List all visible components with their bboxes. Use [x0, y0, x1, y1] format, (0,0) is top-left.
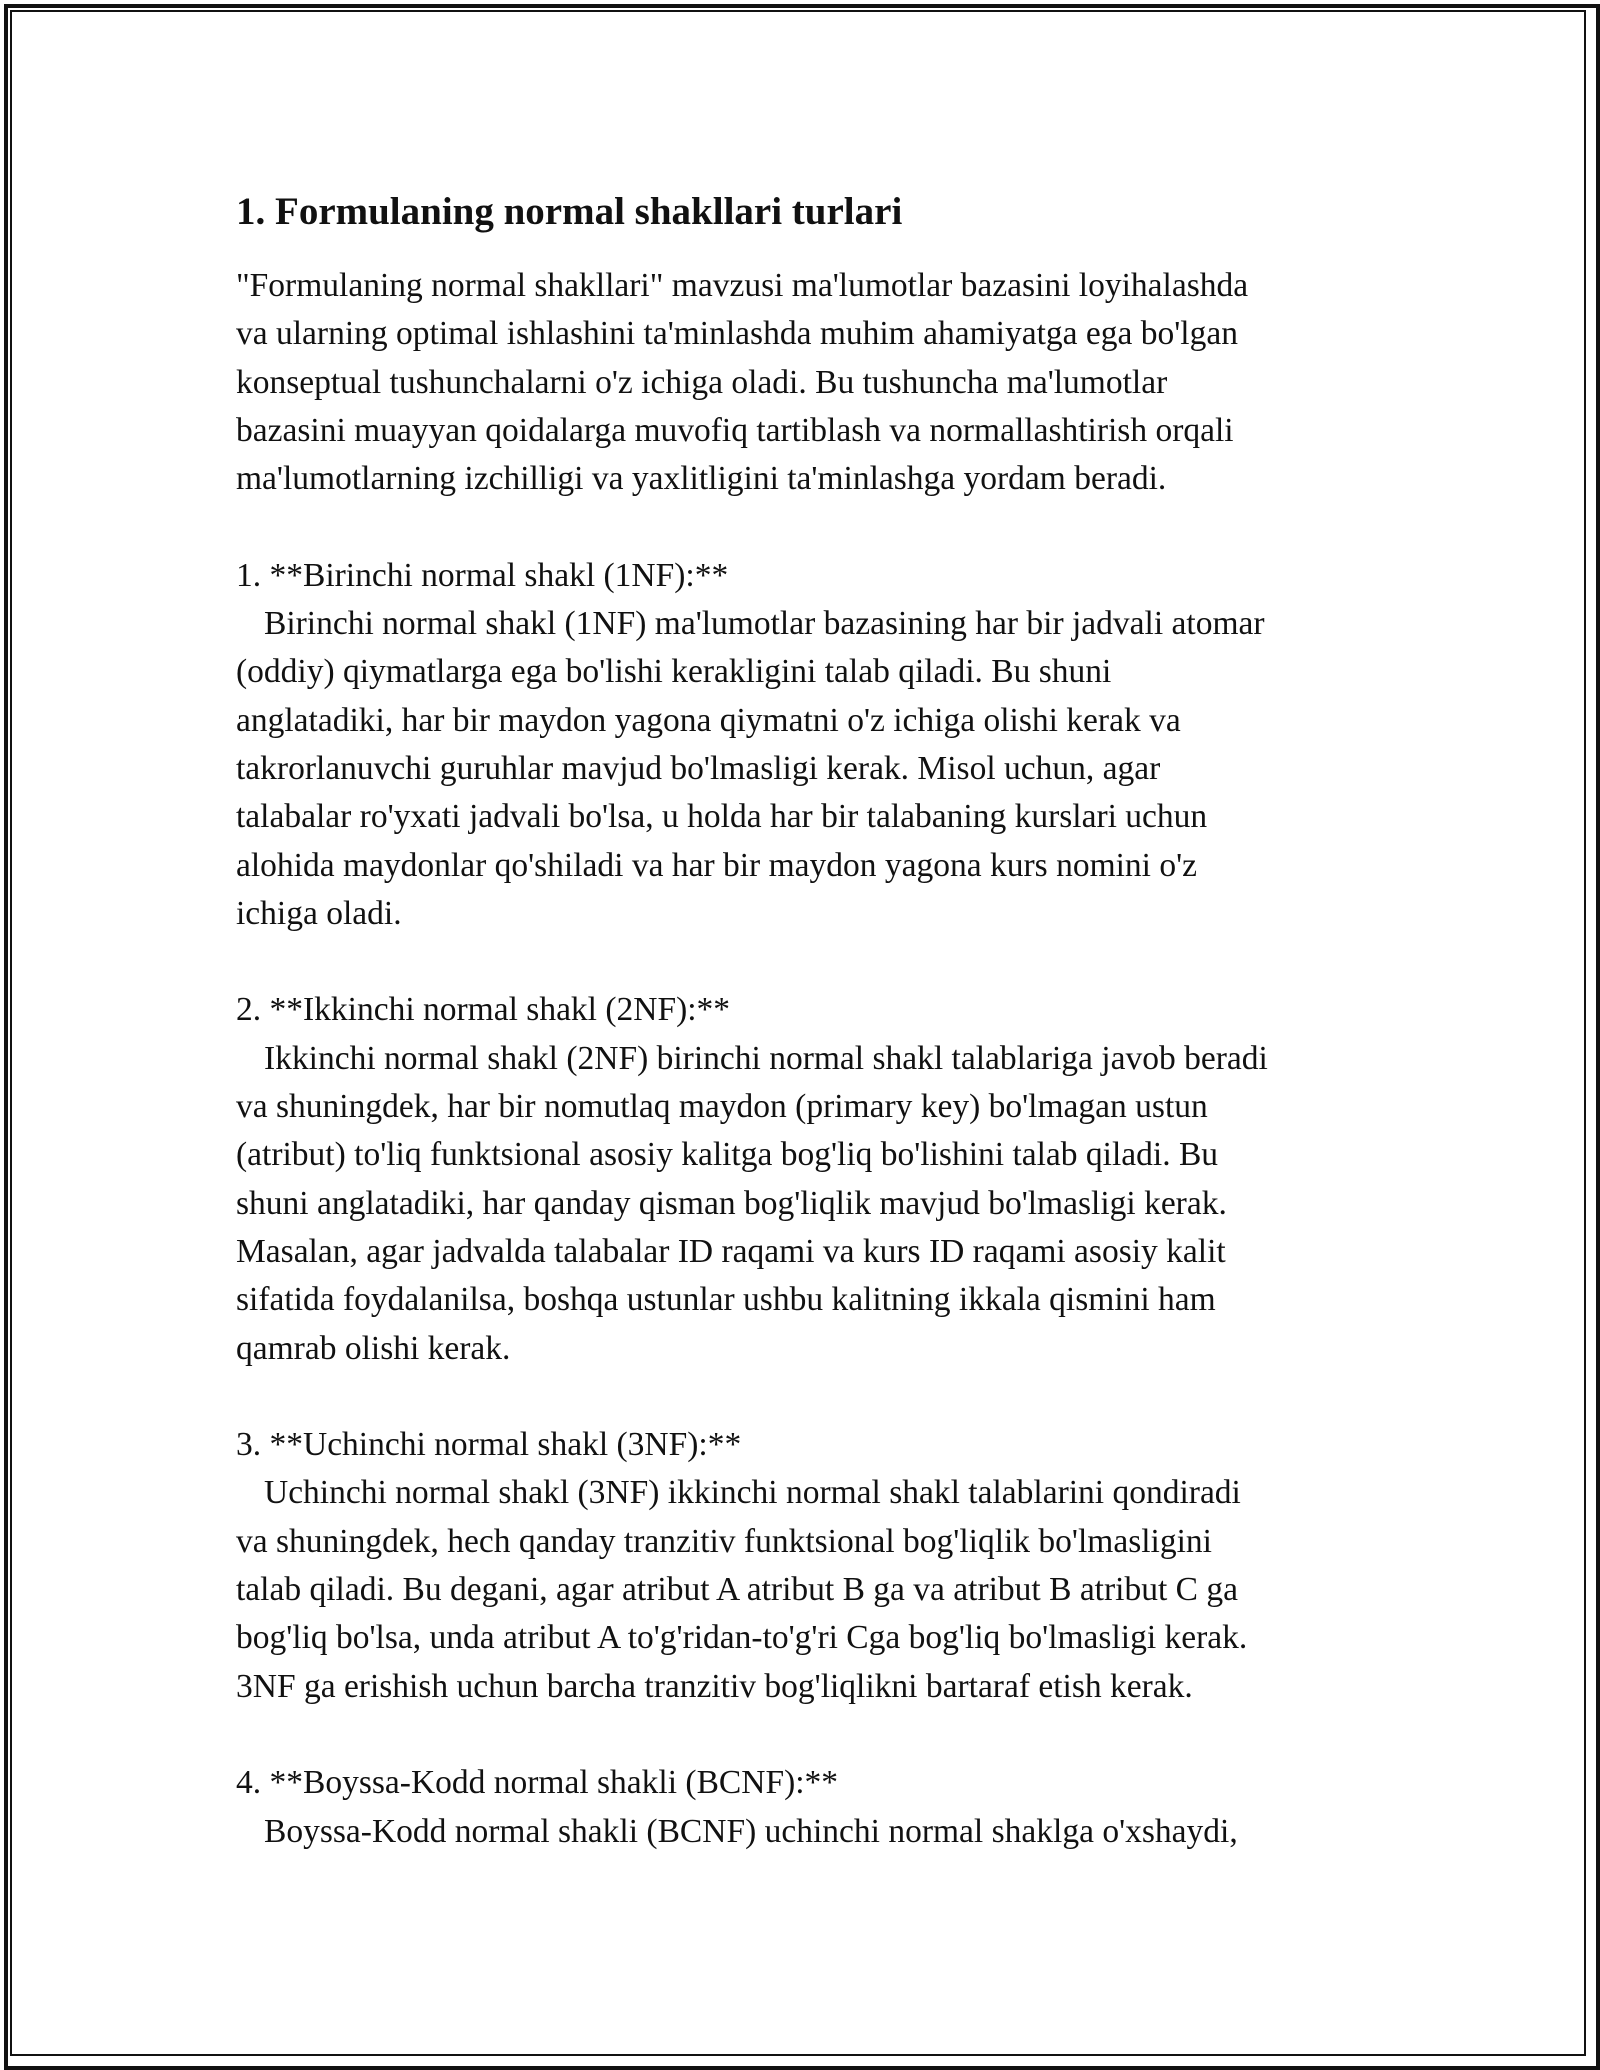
section-heading: 2. **Ikkinchi normal shakl (2NF):** — [236, 991, 731, 1029]
section-bcnf — [236, 1759, 1376, 1856]
section-line: ichiga oladi. — [236, 894, 402, 932]
section-line: bog'liq bo'lsa, unda atribut A to'g'ridan-to'g'ri Cga bog'liq bo'lmasligi kerak. — [236, 1619, 1248, 1657]
document-title: 1. Formulaning normal shakllari turlari — [236, 190, 903, 233]
paragraph-spacer — [236, 503, 1376, 551]
intro-paragraph — [236, 262, 1376, 503]
document-body — [236, 186, 1376, 1856]
paragraph-spacer — [236, 1373, 1376, 1421]
section-line: va shuningdek, har bir nomutlaq maydon (primary key) bo'lmagan ustun — [236, 1088, 1208, 1126]
section-line: anglatadiki, har bir maydon yagona qiymatni o'z ichiga olishi kerak va — [236, 701, 1181, 739]
section-line: Boyssa-Kodd normal shakli (BCNF) uchinchi normal shaklga o'xshaydi, — [264, 1812, 1238, 1850]
section-line: qamrab olishi kerak. — [236, 1329, 511, 1367]
section-line: Masalan, agar jadvalda talabalar ID raqami va kurs ID raqami asosiy kalit — [236, 1232, 1226, 1270]
section-heading: 1. **Birinchi normal shakl (1NF):** — [236, 556, 729, 594]
section-line: Ikkinchi normal shakl (2NF) birinchi normal shakl talablariga javob beradi — [264, 1039, 1268, 1077]
section-line: sifatida foydalanilsa, boshqa ustunlar ushbu kalitning ikkala qismini ham — [236, 1281, 1216, 1319]
section-line: shuni anglatadiki, har qanday qisman bog'liqlik mavjud bo'lmasligi kerak. — [236, 1184, 1227, 1222]
section-3nf — [236, 1421, 1376, 1711]
paragraph-spacer — [236, 1711, 1376, 1759]
section-line: takrorlanuvchi guruhlar mavjud bo'lmasligi kerak. Misol uchun, agar — [236, 749, 1161, 787]
section-line: talab qiladi. Bu degani, agar atribut A atribut B ga va atribut B atribut C ga — [236, 1571, 1238, 1609]
section-line: (oddiy) qiymatlarga ega bo'lishi kerakligini talab qiladi. Bu shuni — [236, 653, 1112, 691]
section-line: talabalar ro'yxati jadvali bo'lsa, u holda har bir talabaning kurslari uchun — [236, 798, 1208, 836]
section-line: 3NF ga erishish uchun barcha tranzitiv bog'liqlikni bartaraf etish kerak. — [236, 1667, 1193, 1705]
section-1nf — [236, 552, 1376, 938]
intro-line: ma'lumotlarning izchilligi va yaxlitligini ta'minlashga yordam beradi. — [236, 460, 1167, 498]
section-heading: 4. **Boyssa-Kodd normal shakli (BCNF):** — [236, 1764, 839, 1802]
intro-line: va ularning optimal ishlashini ta'minlashda muhim ahamiyatga ega bo'lgan — [236, 315, 1238, 353]
paragraph-spacer — [236, 938, 1376, 986]
intro-line: bazasini muayyan qoidalarga muvofiq tartiblash va normallashtirish orqali — [236, 411, 1234, 449]
section-line: Uchinchi normal shakl (3NF) ikkinchi normal shakl talablarini qondiradi — [264, 1474, 1241, 1512]
section-line: Birinchi normal shakl (1NF) ma'lumotlar bazasining har bir jadvali atomar — [264, 605, 1265, 643]
section-line: va shuningdek, hech qanday tranzitiv funktsional bog'liqlik bo'lmasligini — [236, 1522, 1212, 1560]
intro-line: konseptual tushunchalarni o'z ichiga oladi. Bu tushuncha ma'lumotlar — [236, 363, 1168, 401]
intro-line: "Formulaning normal shakllari" mavzusi ma'lumotlar bazasini loyihalashda — [236, 267, 1249, 304]
section-line: alohida maydonlar qo'shiladi va har bir maydon yagona kurs nomini o'z — [236, 846, 1198, 884]
section-heading: 3. **Uchinchi normal shakl (3NF):** — [236, 1426, 742, 1464]
section-line: (atribut) to'liq funktsional asosiy kalitga bog'liq bo'lishini talab qiladi. Bu — [236, 1136, 1219, 1174]
section-2nf — [236, 986, 1376, 1372]
